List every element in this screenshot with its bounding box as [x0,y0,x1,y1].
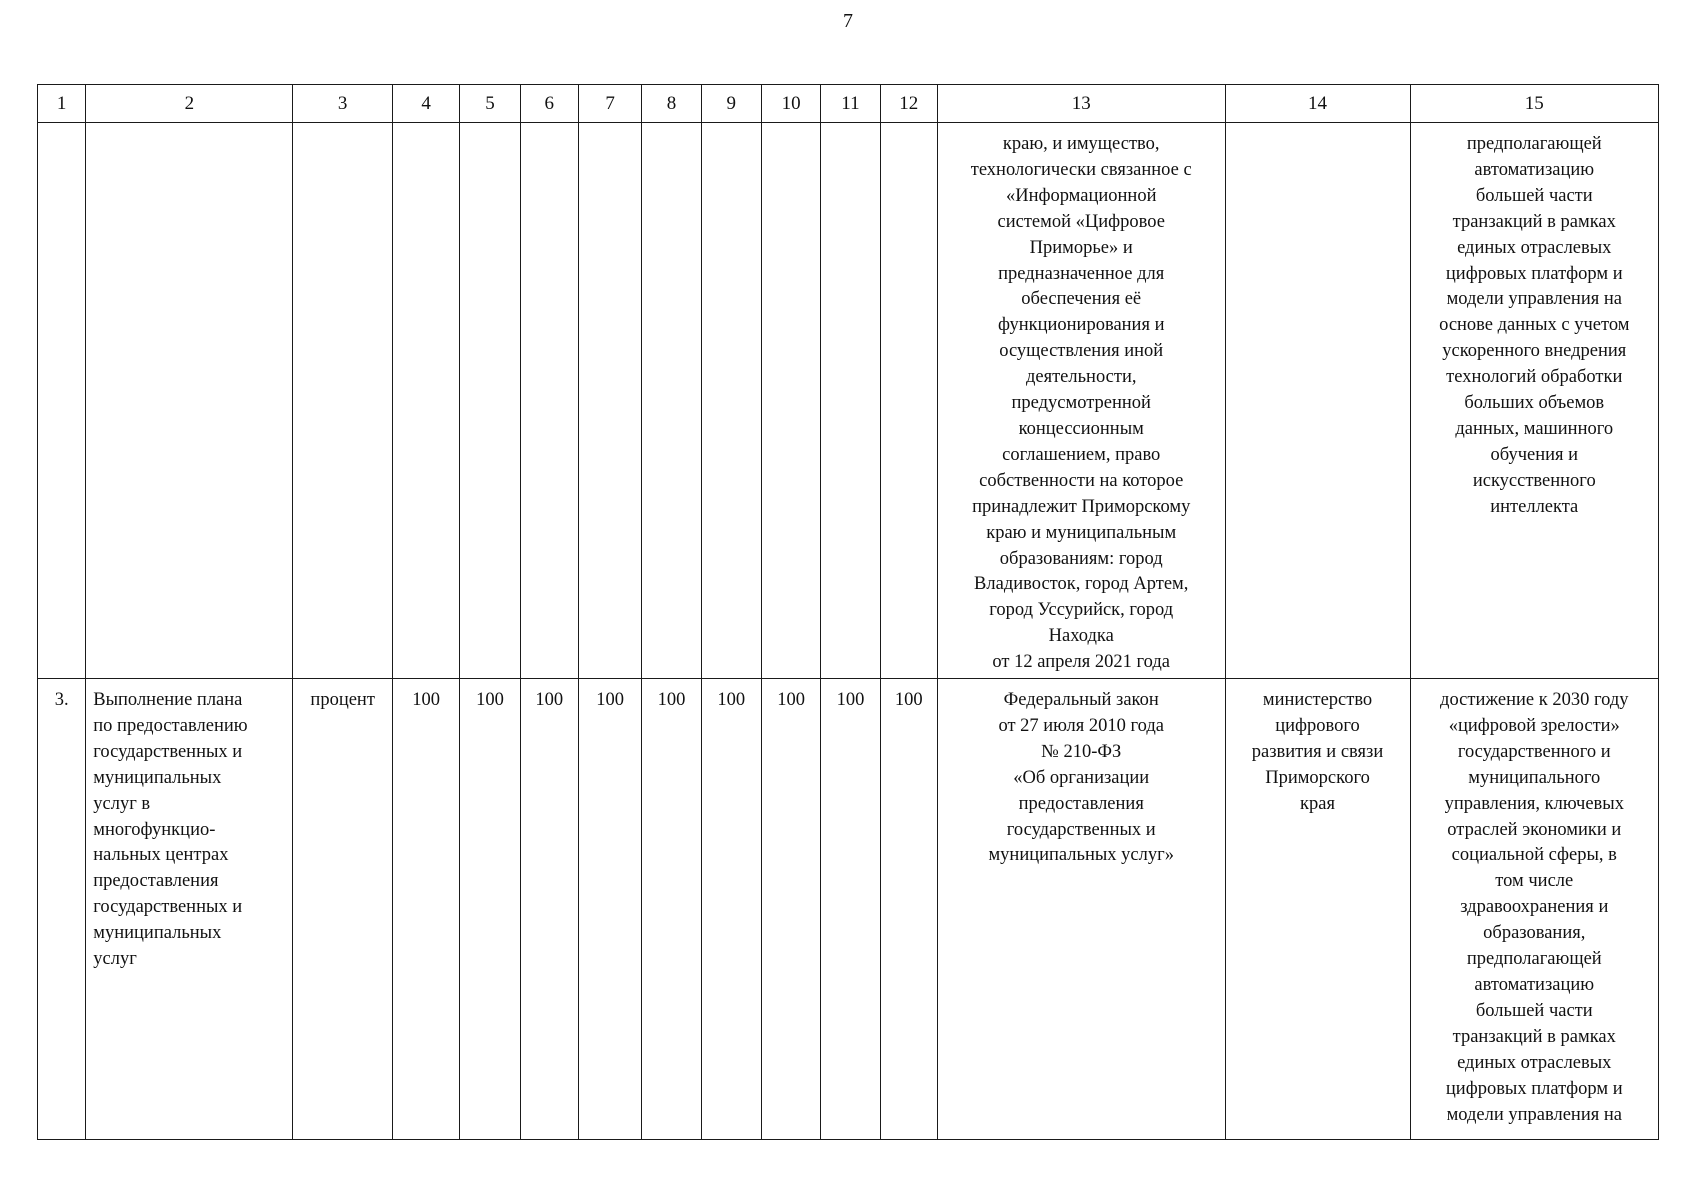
header-col-14: 14 [1225,85,1410,123]
value: 100 [836,690,865,710]
header-col-12: 12 [880,85,937,123]
goal-continuation-text: предполагающей автоматизацию большей части транзакций в рамках единых отраслевых цифровых платформ и модели управления на основе данных с учетом ускоренного внедрения технологий обработки больших объемов данных, машинного обучения и искусственного интеллекта [1439,134,1630,517]
value-cell [701,679,761,1140]
header-col-9: 9 [701,85,761,123]
cell-empty [460,123,520,679]
cell-empty [642,123,701,679]
header-col-5: 5 [460,85,520,123]
header-col-7: 7 [578,85,641,123]
value-cell [880,679,937,1140]
value: 100 [596,690,624,710]
value-cell [392,679,459,1140]
cell-empty [578,123,641,679]
header-col-1: 1 [38,85,86,123]
legal-basis-continuation [937,123,1225,679]
header-col-3: 3 [293,85,393,123]
header-col-15: 15 [1410,85,1658,123]
header-col-11: 11 [821,85,880,123]
value-cell [761,679,820,1140]
goal: достижение к 2030 году «цифровой зрелости» государственного и муниципального управления, ключевых отраслей экономики и социальной сферы, в том числе здравоохранения и образования, предполагающей автоматизацию большей части транзакций в рамках единых отраслевых цифровых платформ и модели управления на [1440,690,1629,1125]
responsible-authority: министерство цифрового развития и связи Приморского края [1251,690,1384,814]
table-row [38,679,1659,1140]
legal-basis-continuation-text: краю, и имущество, технологически связанное с «Информационной системой «Цифровое Приморье» и предназначенное для обеспечения её функционирования и осуществления иной деятельности, предусмотренной концессионным соглашением, право собственности на которое принадлежит Приморскому краю и муниципальным образованиям: город Владивосток, город Артем, город Уссурийск, город Находка от 12 апреля 2021 года [970,134,1192,673]
cell-empty [701,123,761,679]
header-col-8: 8 [642,85,701,123]
cell-empty [821,123,880,679]
value-cell [520,679,578,1140]
row-number: 3. [54,690,69,710]
value-cell [578,679,641,1140]
header-col-13: 13 [937,85,1225,123]
indicator-name-cell [86,679,293,1140]
page-number: 7 [843,10,853,32]
value: 100 [717,690,746,710]
cell-empty [392,123,459,679]
goal-continuation [1410,123,1658,679]
cell-empty [761,123,820,679]
value: 100 [476,690,504,710]
value: 100 [412,690,440,710]
indicators-table [37,84,1659,1140]
cell-empty [293,123,393,679]
value: 100 [777,690,805,710]
value-cell [460,679,520,1140]
cell-empty [38,123,86,679]
table-row-continuation [38,123,1659,679]
cell-empty [520,123,578,679]
header-col-6: 6 [520,85,578,123]
table-header-row [38,85,1659,123]
value-cell [642,679,701,1140]
cell-empty [1225,123,1410,679]
legal-basis-cell [937,679,1225,1140]
goal-cell [1410,679,1658,1140]
value: 100 [535,690,564,710]
value: 100 [894,690,923,710]
value-cell [821,679,880,1140]
value: 100 [657,690,686,710]
responsible-cell [1225,679,1410,1140]
cell-empty [880,123,937,679]
header-col-10: 10 [761,85,820,123]
header-col-2: 2 [86,85,293,123]
cell-empty [86,123,293,679]
header-col-4: 4 [392,85,459,123]
unit: процент [310,690,375,710]
row-number-cell [38,679,86,1140]
legal-basis: Федеральный закон от 27 июля 2010 года № 210-ФЗ «Об организации предоставления государственных и муниципальных услуг» [988,690,1174,866]
unit-cell [293,679,393,1140]
indicator-name: Выполнение плана по предоставлению государственных и муниципальных услуг в многофункцио- нальных центрах предоставления государственных и муниципальных услуг [93,690,248,970]
